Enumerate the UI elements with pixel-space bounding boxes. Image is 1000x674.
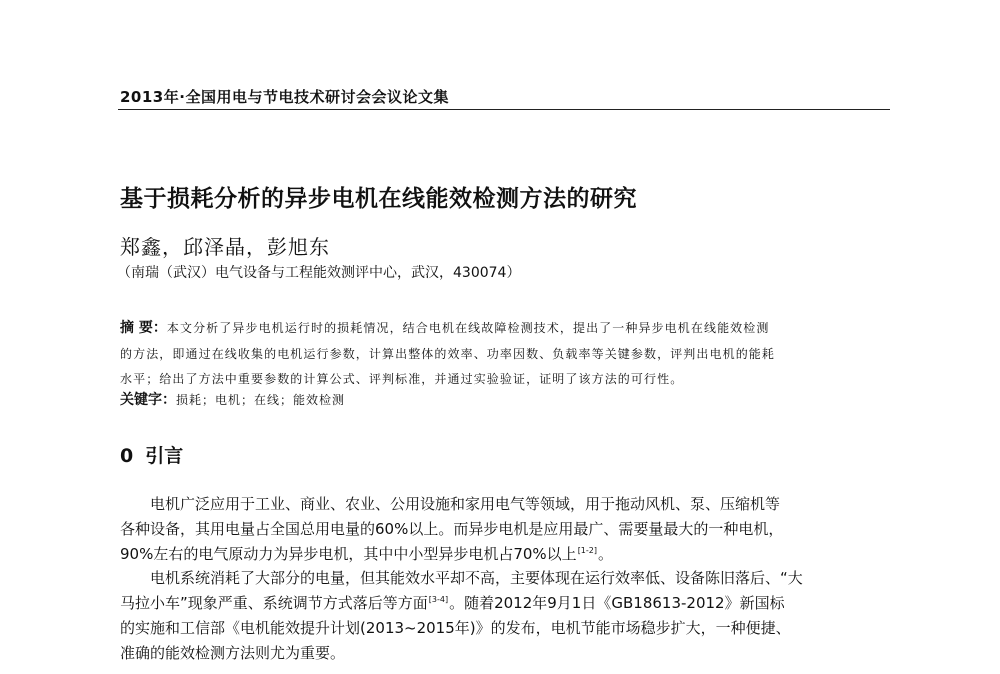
- abstract-line: [120, 316, 895, 342]
- paragraph-line: 各种设备，其用电量占全国总用电量的60%以上。而异步电机是应用最广、需要量最大的一种电机，: [120, 519, 784, 538]
- abstract-text: 本文分析了异步电机运行时的损耗情况，结合电机在线故障检测技术，提出了一种异步电机在线能效检测: [166, 321, 770, 335]
- abstract-label: 摘 要：: [120, 320, 167, 336]
- paragraph-text: 90%左右的电气原动力为异步电机，其中中小型异步电机占70%以上: [120, 544, 577, 563]
- paragraph-text: 。随着2012年9月1日《GB18613-2012》新国标: [449, 594, 785, 613]
- paragraph-line: 电机系统消耗了大部分的电量，但其能效水平却不高，主要体现在运行效率低、设备陈旧落后、“大: [150, 569, 803, 588]
- abstract: [120, 316, 895, 393]
- citation-ref: [1-2]: [577, 545, 597, 555]
- paragraph-line: [120, 542, 900, 567]
- paper-authors: 郑鑫，邱泽晶，彭旭东: [120, 235, 330, 259]
- header-rule: [118, 109, 890, 110]
- paragraph-text: 马拉小车”现象严重、系统调节方式落后等方面: [120, 594, 428, 613]
- abstract-line: 的方法，即通过在线收集的电机运行参数，计算出整体的效率、功率因数、负载率等关键参数，评判出电机的能耗: [120, 346, 776, 361]
- paragraph-text: 。: [598, 544, 614, 563]
- keywords: [120, 389, 345, 409]
- running-header: 2013年·全国用电与节电技术研讨会会议论文集: [120, 88, 449, 106]
- paragraph-line: [120, 591, 900, 616]
- section-heading: [120, 441, 183, 468]
- paragraph-line: 电机广泛应用于工业、商业、农业、公用设施和家用电气等领域，用于拖动风机、泵、压缩机等: [150, 495, 781, 513]
- paper-affiliation: （南瑞（武汉）电气设备与工程能效测评中心，武汉，430074）: [117, 265, 521, 281]
- section-number: 0: [120, 445, 134, 467]
- paragraph-line: 的实施和工信部《电机能效提升计划(2013~2015年)》的发布，电机节能市场稳步扩大，一种便捷、: [120, 618, 791, 637]
- keywords-text: 损耗；电机；在线；能效检测: [176, 393, 346, 407]
- paper-title: 基于损耗分析的异步电机在线能效检测方法的研究: [120, 186, 637, 212]
- paragraph-line: 准确的能效检测方法则尤为重要。: [120, 643, 346, 662]
- abstract-line: 水平；给出了方法中重要参数的计算公式、评判标准，并通过实验验证，证明了该方法的可行性。: [120, 372, 684, 386]
- keywords-label: 关键字：: [120, 392, 176, 408]
- section-title: 引言: [145, 445, 184, 467]
- citation-ref: [3-4]: [428, 595, 449, 605]
- body-text: [120, 492, 900, 666]
